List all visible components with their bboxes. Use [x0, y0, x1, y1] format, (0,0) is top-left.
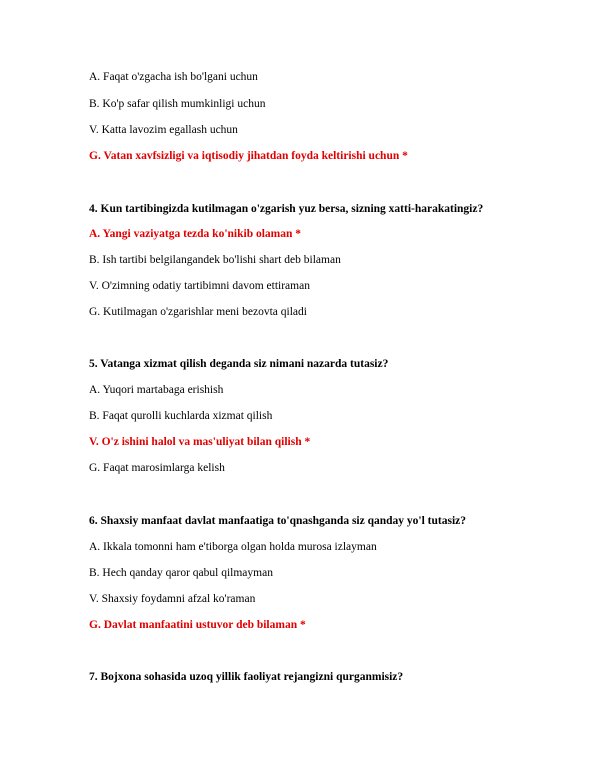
option-v: V. Katta lavozim egallash uchun [89, 124, 238, 136]
option-b: B. Ish tartibi belgilangandek bo'lishi shart deb bilaman [89, 254, 341, 266]
option-a: A. Faqat o'zgacha ish bo'lgani uchun [89, 71, 258, 83]
option-a-correct: A. Yangi vaziyatga tezda ko'nikib olaman * [89, 228, 302, 240]
option-v-correct: V. O'z ishini halol va mas'uliyat bilan qilish * [89, 436, 311, 448]
option-v: V. O'zimning odatiy tartibimni davom ettiraman [89, 280, 310, 292]
question-7: 7. Bojxona sohasida uzoq yillik faoliyat rejangizni qurganmisiz? [89, 671, 404, 683]
question-6: 6. Shaxsiy manfaat davlat manfaatiga to'qnashganda siz qanday yo'l tutasiz? [89, 515, 467, 527]
option-b: B. Faqat qurolli kuchlarda xizmat qilish [89, 410, 273, 422]
option-a: A. Yuqori martabaga erishish [89, 384, 224, 396]
option-a: A. Ikkala tomonni ham e'tiborga olgan holda murosa izlayman [89, 541, 377, 553]
option-b: B. Hech qanday qaror qabul qilmayman [89, 567, 273, 579]
option-g-correct: G. Vatan xavfsizligi va iqtisodiy jihatdan foyda keltirishi uchun * [89, 150, 408, 162]
option-v: V. Shaxsiy foydamni afzal ko'raman [89, 593, 256, 605]
option-b: B. Ko'p safar qilish mumkinligi uchun [89, 98, 266, 110]
option-g: G. Kutilmagan o'zgarishlar meni bezovta qiladi [89, 306, 307, 318]
option-g-correct: G. Davlat manfaatini ustuvor deb bilaman * [89, 619, 306, 631]
option-g: G. Faqat marosimlarga kelish [89, 462, 225, 474]
question-4: 4. Kun tartibingizda kutilmagan o'zgarish yuz bersa, sizning xatti-harakatingiz? [89, 203, 484, 215]
question-5: 5. Vatanga xizmat qilish deganda siz nimani nazarda tutasiz? [89, 358, 389, 370]
